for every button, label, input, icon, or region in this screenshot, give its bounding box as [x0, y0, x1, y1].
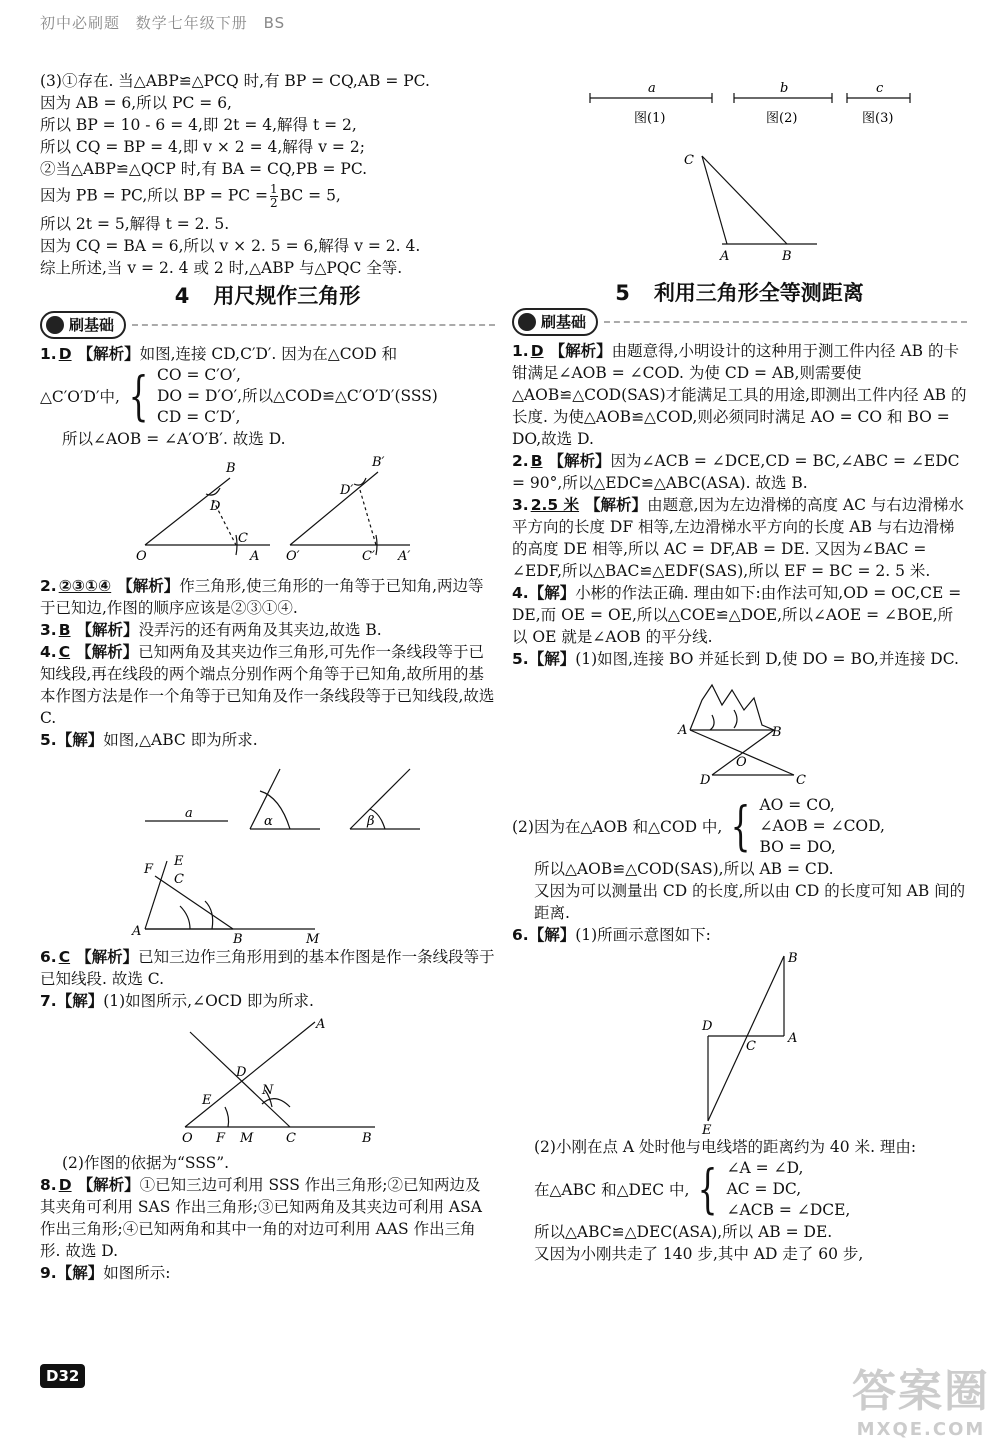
svg-text:D: D — [700, 773, 711, 788]
svg-text:B: B — [233, 932, 243, 946]
section-title: 4 用尺规作三角形 — [174, 284, 361, 308]
svg-text:C: C — [746, 1039, 756, 1054]
svg-text:c: c — [876, 81, 884, 96]
svg-text:图(1): 图(1) — [634, 111, 666, 126]
svg-text:B: B — [782, 249, 792, 264]
q8: 8. D 【解析】①已知三边可利用 SSS 作出三角形;②已知两边及其夹角可利用 SAS 作出三角形;③已知两角及其夹边可利用 ASA 作出三角形;④已知两角和其中一角的对边可利用 AAS 作出三角形. 故选 D. — [40, 1175, 482, 1260]
svg-text:A: A — [678, 723, 688, 738]
svg-text:C: C — [238, 531, 248, 546]
text-line: 因为 CQ = BA = 6,所以 v × 2. 5 = 6,解得 v = 2. 4. — [40, 237, 421, 255]
q1-conditions: △C′O′D′中, { CO = C′O′, DO = D′O′,所以△COD≌△C′O′D′(SSS) CD = C′D′, — [40, 366, 438, 427]
svg-text:β: β — [367, 814, 375, 829]
figure-q6-right — [512, 946, 967, 1136]
figure-q5 — [40, 751, 495, 946]
svg-text:A′: A′ — [398, 549, 411, 564]
q7: 7.【解】(1)如图所示,∠OCD 即为所求. — [40, 991, 314, 1010]
svg-text:E: E — [702, 1123, 712, 1136]
fraction: $\frac{1}{2}$ — [270, 182, 278, 210]
badge-basic: 刷基础 — [512, 308, 967, 336]
text-line: (2)小刚在点 A 处时他与电线塔的距离约为 40 米. 理由: — [534, 1138, 917, 1156]
badge-icon — [46, 316, 64, 334]
svg-text:F: F — [144, 862, 154, 877]
svg-text:A: A — [132, 924, 142, 939]
text-line: (3)①存在. 当△ABP≌△PCQ 时,有 BP = CQ,AB = PC. — [40, 72, 430, 90]
q4: 4.【解】小彬的作法正确. 理由如下:由作法可知,OD = OC,CE = DE,而 OE = OE,所以△COE≌△DOE,所以∠AOE = ∠BOE,所以 OE 就是∠AOB 的平分线. — [512, 583, 962, 646]
text-line: ②当△ABP≌△QCP 时,有 BA = CQ,PB = PC. — [40, 160, 368, 178]
svg-text:α: α — [264, 814, 273, 829]
svg-text:图(2): 图(2) — [766, 111, 798, 126]
text-line: 综上所述,当 v = 2. 4 或 2 时,△ABP 与△PQC 全等. — [40, 259, 403, 277]
figure-q1 — [40, 450, 495, 575]
text-line: 又因为可以测量出 CD 的长度,所以由 CD 的长度可知 AB 间的距离. — [534, 882, 966, 922]
svg-text:b: b — [780, 81, 789, 96]
svg-text:N: N — [262, 1083, 274, 1098]
svg-text:图(3): 图(3) — [862, 111, 894, 126]
svg-text:O: O — [736, 755, 747, 770]
q6-conditions: 在△ABC 和△DEC 中, { ∠A = ∠D, AC = DC, ∠ACB = ∠DCE, — [534, 1159, 851, 1220]
text-line: 因为 AB = 6,所以 PC = 6, — [40, 94, 232, 112]
text-line: 所以 2t = 5,解得 t = 2. 5. — [40, 215, 230, 233]
svg-text:B: B — [772, 725, 782, 740]
q4: 4. C 【解析】已知两角及其夹边作三角形,可先作一条线段等于已知线段,再在线段的两个端点分别作两个角等于已知角,故所用的基本作图方法是作一个角等于已知角及作一条线段等于已知线段,故选 C. — [40, 642, 495, 727]
section-title: 5 利用三角形全等测距离 — [615, 281, 864, 305]
svg-text:M: M — [240, 1131, 254, 1146]
text-line: 所以△AOB≌△COD(SAS),所以 AB = CD. — [534, 860, 834, 878]
svg-text:B′: B′ — [372, 455, 385, 470]
watermark: 答案圈 MXQE.COM — [852, 1366, 990, 1440]
svg-text:D: D — [210, 499, 221, 514]
figure-top-right — [512, 76, 967, 276]
svg-text:A: A — [788, 1031, 798, 1046]
page-header — [40, 12, 295, 33]
q5: 5.【解】如图,△ABC 即为所求. — [40, 730, 258, 749]
svg-text:a: a — [648, 81, 656, 96]
text-line: 所以△ABC≌△DEC(ASA),所以 AB = DE. — [534, 1223, 833, 1241]
svg-text:A: A — [250, 549, 260, 564]
q5: 5.【解】(1)如图,连接 BO 并延长到 D,使 DO = BO,并连接 DC. — [512, 649, 959, 668]
left-column — [40, 70, 495, 1284]
q1: 1. D 【解析】由题意得,小明设计的这种用于测工件内径 AB 的卡钳满足∠AOB = ∠COD. 为使 CD = AB,则需要使△AOB≌△COD(SAS)才能满足工具的用途,即测出工件内径 AB 的长度. 为使△AOB≌△COD,则必须同时满足 AO = CO 和 BO = DO,故选 D. — [512, 341, 967, 448]
text-line: (2)作图的依据为“SSS”. — [62, 1154, 230, 1172]
svg-text:a: a — [185, 806, 193, 821]
q6: 6. C 【解析】已知三边作三角形用到的基本作图是作一条线段等于已知线段. 故选 C. — [40, 947, 495, 988]
text-line: 所以∠AOB = ∠A′O′B′. 故选 D. — [62, 430, 286, 448]
svg-text:C′: C′ — [362, 549, 375, 564]
svg-text:C: C — [174, 872, 184, 887]
svg-text:C: C — [684, 153, 694, 168]
svg-text:D: D — [236, 1065, 247, 1080]
svg-text:A: A — [720, 249, 730, 264]
q3: 3. B 【解析】没弄污的还有两角及其夹边,故选 B. — [40, 620, 382, 639]
svg-text:F: F — [216, 1131, 226, 1146]
svg-text:D: D — [702, 1019, 713, 1034]
svg-text:M: M — [306, 932, 320, 946]
q3: 3. 2.5 米 【解析】由题意,因为左边滑梯的高度 AC 与右边滑梯水平方向的长度 DF 相等,左边滑梯水平方向的长度 AB 与右边滑梯的高度 DE 相等,所以 AC = DF,AB = DE. 又因为∠BAC = ∠EDF,所以△BAC≌△EDF(SAS),所以 EF = BC = 2. 5 米. — [512, 495, 964, 580]
q9: 9.【解】如图所示: — [40, 1263, 171, 1282]
svg-text:O′: O′ — [286, 549, 300, 564]
text-line-fraction: 因为 PB = PC,所以 BP = PC = $\frac{1}{2}$ BC = 5, — [40, 182, 341, 210]
right-column — [512, 70, 967, 1265]
svg-text:B: B — [362, 1131, 372, 1146]
text-line: 所以 CQ = BP = 4,即 v × 2 = 4,解得 v = 2; — [40, 138, 365, 156]
figure-q5-right — [512, 670, 967, 795]
svg-text:A: A — [316, 1017, 326, 1032]
header-series: 初中必刷题 — [40, 14, 121, 32]
q5-conditions: (2)因为在△AOB 和△COD 中, { AO = CO, ∠AOB = ∠COD, BO = DO, — [512, 796, 885, 857]
q1: 1. D 【解析】如图,连接 CD,C′D′. 因为在△COD 和 — [40, 344, 398, 363]
svg-text:O: O — [182, 1131, 193, 1146]
svg-text:O: O — [136, 549, 147, 564]
svg-text:B: B — [226, 461, 236, 476]
svg-text:C: C — [286, 1131, 296, 1146]
q2: 2. B 【解析】因为∠ACB = ∠DCE,CD = BC,∠ABC = ∠EDC = 90°,所以△EDC≌△ABC(ASA). 故选 B. — [512, 451, 960, 492]
figure-q7 — [40, 1012, 495, 1152]
badge-icon — [518, 313, 536, 331]
svg-text:B: B — [788, 951, 798, 966]
header-subject: 数学七年级下册 — [135, 14, 248, 32]
q6: 6.【解】(1)所画示意图如下: — [512, 925, 711, 944]
header-edition: BS — [263, 14, 286, 32]
svg-text:D′: D′ — [340, 483, 354, 498]
svg-text:C: C — [796, 773, 806, 788]
text-line: 又因为小刚共走了 140 步,其中 AD 走了 60 步, — [534, 1245, 864, 1263]
text-line: 所以 BP = 10 - 6 = 4,即 2t = 4,解得 t = 2, — [40, 116, 357, 134]
q2: 2. ②③①④ 【解析】作三角形,使三角形的一角等于已知角,两边等于已知边,作图的顺序应该是②③①④. — [40, 576, 484, 617]
svg-text:E: E — [202, 1093, 212, 1108]
badge-basic: 刷基础 — [40, 311, 495, 339]
svg-text:E: E — [174, 854, 184, 869]
page-number: D32 — [40, 1364, 85, 1388]
